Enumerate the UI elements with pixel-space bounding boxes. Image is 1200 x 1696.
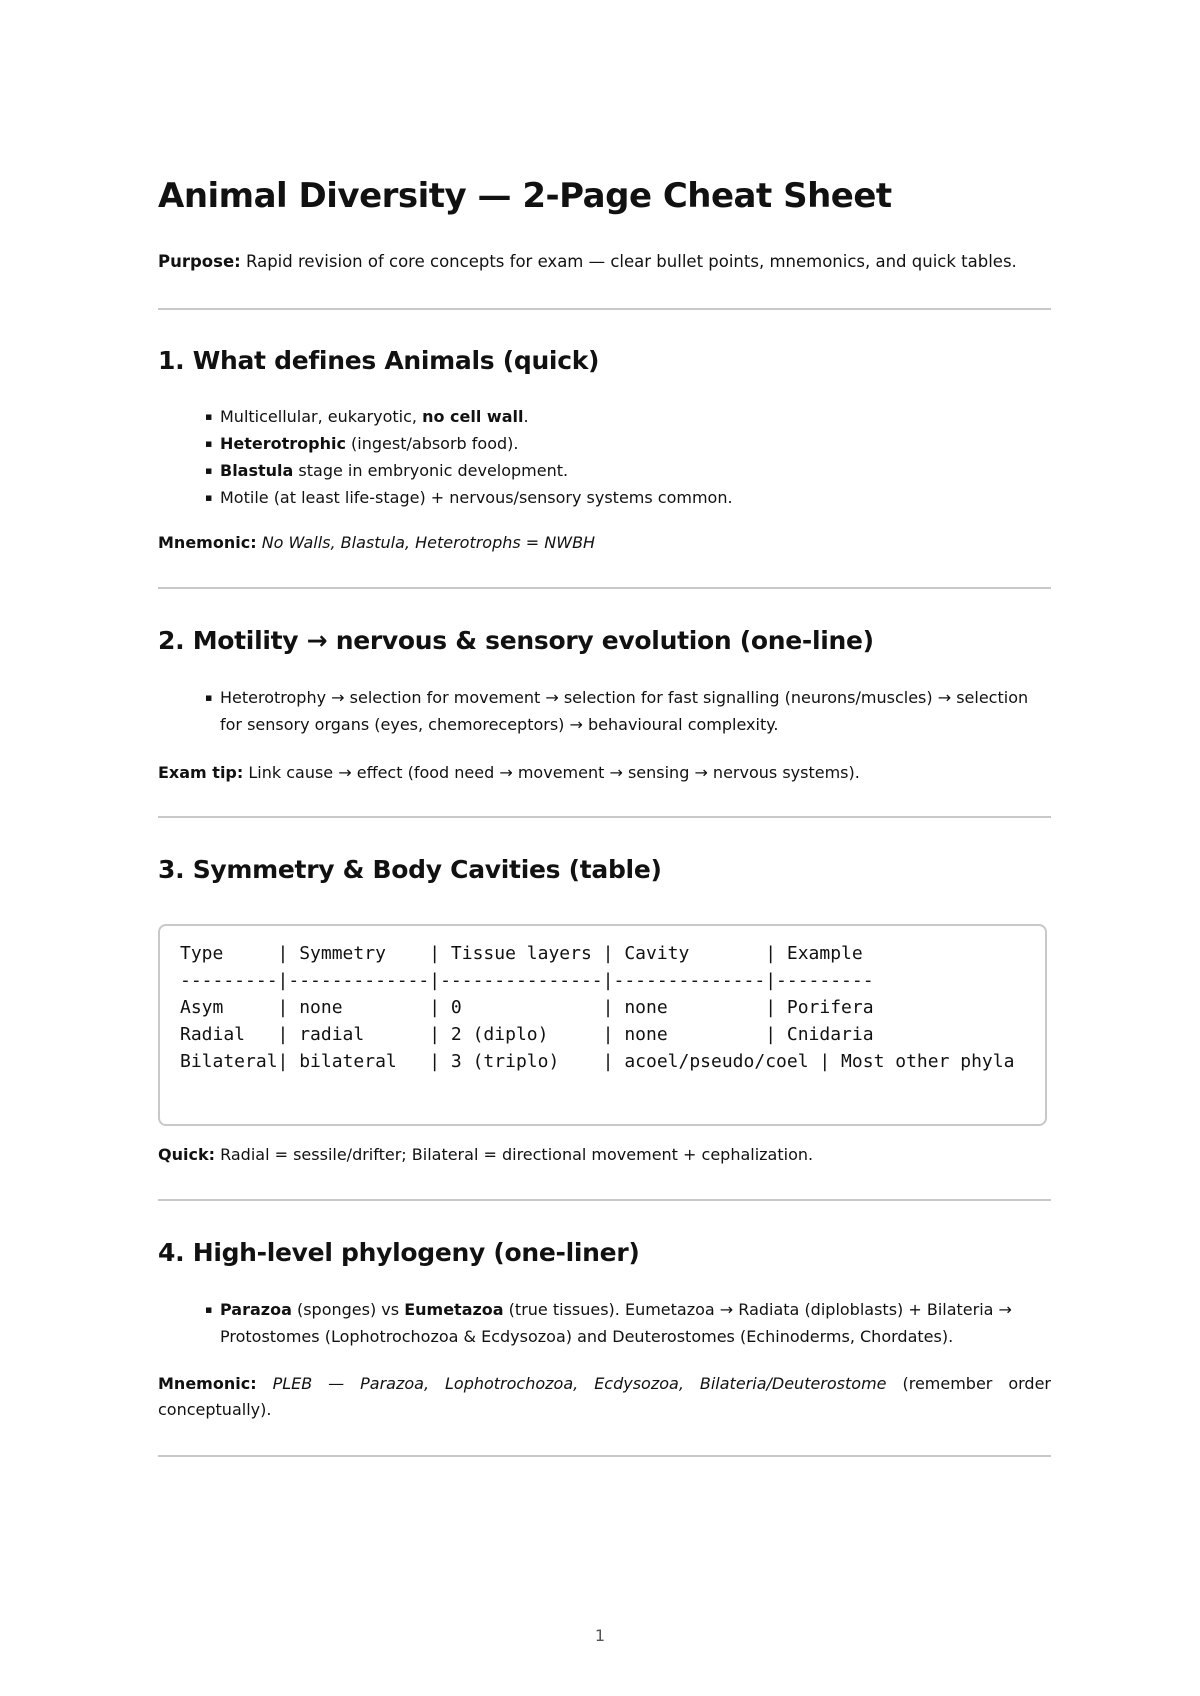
mnemonic-label: Mnemonic: [158, 1374, 257, 1393]
page-number: 1 [594, 1626, 606, 1645]
purpose-label: Purpose: [158, 252, 241, 271]
list-item-bold: Parazoa [220, 1300, 292, 1319]
divider [158, 816, 1051, 818]
list-item-bold: Blastula [220, 461, 294, 480]
list-item-bold: no cell wall [422, 407, 524, 426]
section-3-quick-note [158, 1142, 1051, 1168]
list-item-text: Motile (at least life-stage) + nervous/sensory systems common. [220, 488, 733, 507]
table-code-block [158, 924, 1047, 1126]
section-4-mnemonic [158, 1371, 1051, 1423]
quick-text: Radial = sessile/drifter; Bilateral = directional movement + cephalization. [215, 1145, 814, 1164]
list-item [205, 457, 1035, 484]
list-item-text: (true tissues). Eumetazoa → Radiata (diploblasts) + Bilateria → Protostomes (Lophotrochozoa & Ecdysozoa) and Deuterostomes (Echinoderms, Chordates). [220, 1300, 1012, 1346]
list-item-bold: Eumetazoa [404, 1300, 504, 1319]
list-item [205, 1296, 1035, 1350]
exam-tip-label: Exam tip: [158, 763, 244, 782]
mnemonic-text: (remember order conceptually). [158, 1374, 1051, 1419]
mnemonic-label: Mnemonic: [158, 533, 257, 552]
section-4-list [205, 1296, 1035, 1350]
page-title: Animal Diversity — 2-Page Cheat Sheet [158, 176, 892, 216]
exam-tip-text: Link cause → effect (food need → movement → sensing → nervous systems). [243, 763, 860, 782]
section-2-exam-tip [158, 760, 1051, 786]
section-1-list [205, 403, 1035, 511]
section-4-heading: 4. High-level phylogeny (one-liner) [158, 1238, 640, 1267]
purpose-text: Rapid revision of core concepts for exam — clear bullet points, mnemonics, and quick tables. [240, 252, 1017, 271]
list-item [205, 403, 1035, 430]
table-code-text: Type | Symmetry | Tissue layers | Cavity | Example ---------|-------------|---------------|--------------|--------- Asym | none | 0 | none | Porifera Radial | radial | 2 (diplo) | none | Cnidaria Bilateral| bilateral | 3 (triplo) | acoel/pseudo/coel | Most other phyla [180, 943, 1015, 1072]
list-item-text: . [523, 407, 529, 426]
list-item-text: stage in embryonic development. [293, 461, 569, 480]
section-3-heading: 3. Symmetry & Body Cavities (table) [158, 855, 662, 884]
list-item [205, 684, 1035, 738]
divider [158, 1455, 1051, 1457]
mnemonic-italic: PLEB — Parazoa, Lophotrochozoa, Ecdysozoa, Bilateria/Deuterostome [272, 1374, 887, 1393]
list-item-bold: Heterotrophic [220, 434, 346, 453]
divider [158, 1199, 1051, 1201]
mnemonic-text: No Walls, Blastula, Heterotrophs = NWBH [261, 533, 596, 552]
purpose-line [158, 252, 1017, 271]
quick-label: Quick: [158, 1145, 215, 1164]
list-item-text: (sponges) vs [291, 1300, 405, 1319]
section-2-heading: 2. Motility → nervous & sensory evolution (one-line) [158, 626, 874, 655]
section-2-list [205, 684, 1035, 738]
list-item [205, 484, 1035, 511]
list-item [205, 430, 1035, 457]
divider [158, 587, 1051, 589]
list-item-text: Multicellular, eukaryotic, [220, 407, 423, 426]
list-item-text: (ingest/absorb food). [345, 434, 519, 453]
section-1-heading: 1. What defines Animals (quick) [158, 346, 600, 375]
section-1-mnemonic [158, 530, 1051, 556]
list-item-text: Heterotrophy → selection for movement → selection for fast signalling (neurons/muscles) → selection for sensory organs (eyes, chemoreceptors) → behavioural complexity. [220, 688, 1029, 734]
divider [158, 308, 1051, 310]
